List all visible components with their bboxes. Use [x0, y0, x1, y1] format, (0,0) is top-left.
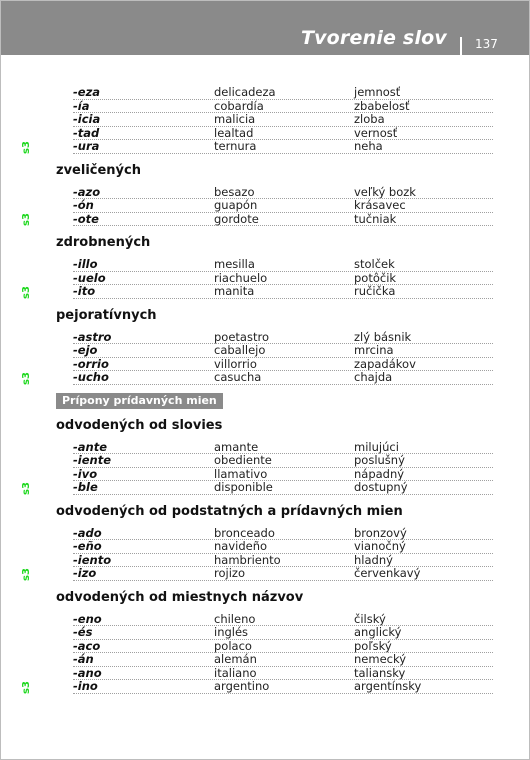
spanish-word-cell: amante [214, 439, 259, 454]
suffix-cell: -eza [73, 85, 101, 99]
spanish-word-cell: inglés [214, 625, 249, 639]
section-heading [1, 504, 529, 518]
suffix-cell: -ón [73, 198, 94, 212]
suffix-cell: -illo [73, 257, 98, 271]
slovak-word-cell: zbabelosť [354, 98, 410, 113]
table-row [1, 371, 529, 385]
table-row [1, 331, 529, 345]
table-row [1, 667, 529, 681]
table-row [1, 653, 529, 667]
slovak-word-cell: zapadákov [354, 356, 416, 371]
side-mark: s3 [21, 567, 32, 581]
spanish-word-cell: malicia [214, 112, 256, 126]
suffix-cell: -tad [73, 125, 100, 140]
spanish-word-cell: argentino [214, 679, 270, 693]
slovak-word-cell: stolček [354, 257, 395, 271]
table-row [1, 258, 529, 272]
table-row [1, 567, 529, 581]
suffix-cell: -ía [73, 98, 90, 113]
slovak-word-cell: veľký bozk [354, 184, 416, 199]
slovak-word-cell: zloba [354, 112, 385, 126]
section-heading [1, 235, 529, 249]
slovak-word-cell: chajda [354, 370, 393, 384]
table-row [1, 527, 529, 541]
side-mark: s3 [21, 140, 32, 154]
table-row [1, 86, 529, 100]
table-row [1, 140, 529, 154]
side-mark: s3 [21, 371, 32, 385]
suffix-cell: -aco [73, 638, 101, 653]
slovak-word-cell: anglický [354, 625, 402, 639]
table-row [1, 441, 529, 455]
slovak-word-cell: milujúci [354, 439, 399, 454]
suffix-cell: -orrio [73, 356, 109, 371]
suffix-cell: -iento [73, 552, 112, 567]
spanish-word-cell: casucha [214, 370, 262, 384]
suffix-cell: -uelo [73, 270, 106, 285]
slovak-word-cell: neha [354, 139, 383, 153]
section-heading-text: zveličených [56, 162, 141, 178]
side-mark: s3 [21, 481, 32, 495]
page-number: 137 [475, 37, 498, 51]
table-row [1, 454, 529, 468]
slovak-word-cell: argentínsky [354, 679, 422, 693]
spanish-word-cell: cobardía [214, 98, 264, 113]
table-row [1, 344, 529, 358]
slovak-word-cell: čilský [354, 611, 386, 626]
spanish-word-cell: ternura [214, 139, 257, 153]
spanish-word-cell: navideño [214, 539, 268, 553]
spanish-word-cell: rojizo [214, 566, 245, 580]
suffix-cell: -ado [73, 525, 102, 540]
spanish-word-cell: polaco [214, 638, 252, 653]
suffix-cell: -azo [73, 184, 101, 199]
table-row [1, 100, 529, 114]
section-heading [1, 418, 529, 432]
side-mark: s3 [21, 213, 32, 226]
table-row [1, 468, 529, 482]
slovak-word-cell: nápadný [354, 466, 405, 481]
suffix-cell: -eño [73, 539, 102, 553]
spanish-word-cell: villorrio [214, 356, 257, 371]
section-heading [1, 590, 529, 604]
section-heading [1, 308, 529, 322]
section-heading-text: odvodených od podstatných a prídavných mien [56, 503, 403, 519]
spanish-word-cell: obediente [214, 453, 272, 467]
suffix-cell: -ote [73, 211, 99, 226]
suffix-cell: -ble [73, 480, 98, 494]
page-header [1, 1, 529, 55]
table-row [1, 199, 529, 213]
suffix-cell: -ano [73, 665, 102, 680]
spanish-word-cell: mesilla [214, 257, 255, 271]
side-mark: s3 [21, 285, 32, 299]
table-row [1, 640, 529, 654]
spanish-word-cell: poetastro [214, 329, 269, 344]
slovak-word-cell: tučniak [354, 211, 397, 226]
spanish-word-cell: bronceado [214, 525, 275, 540]
slovak-word-cell: poslušný [354, 453, 405, 467]
suffix-cell: -icia [73, 112, 101, 126]
slovak-word-cell: jemnosť [354, 85, 401, 99]
table-row [1, 680, 529, 694]
slovak-word-cell: krásavec [354, 198, 406, 212]
suffix-cell: -ivo [73, 466, 98, 481]
suffix-cell: -és [73, 625, 93, 639]
spanish-word-cell: hambriento [214, 552, 281, 567]
spanish-word-cell: disponible [214, 480, 273, 494]
table-row [1, 540, 529, 554]
spanish-word-cell: lealtad [214, 125, 254, 140]
table-row [1, 358, 529, 372]
slovak-word-cell: dostupný [354, 480, 408, 494]
table-row [1, 127, 529, 141]
suffix-cell: -iente [73, 453, 111, 467]
slovak-word-cell: zlý básnik [354, 329, 412, 344]
spanish-word-cell: manita [214, 284, 255, 298]
spanish-word-cell: riachuelo [214, 270, 268, 285]
table-row [1, 186, 529, 200]
side-mark: s3 [21, 680, 32, 694]
slovak-word-cell: poľský [354, 638, 392, 653]
slovak-word-cell: vianočný [354, 539, 406, 553]
suffix-cell: -izo [73, 566, 97, 580]
slovak-word-cell: mrcina [354, 343, 394, 357]
table-row [1, 213, 529, 227]
spanish-word-cell: chileno [214, 611, 256, 626]
section-heading-text: odvodených od miestnych názvov [56, 589, 304, 605]
slovak-word-cell: taliansky [354, 665, 406, 680]
slovak-word-cell: červenkavý [354, 566, 421, 580]
suffix-cell: -ejo [73, 343, 98, 357]
spanish-word-cell: caballejo [214, 343, 266, 357]
suffix-cell: -án [73, 652, 94, 666]
slovak-word-cell: ručička [354, 284, 396, 298]
suffix-cell: -ino [73, 679, 98, 693]
section-band [1, 393, 529, 409]
spanish-word-cell: italiano [214, 665, 257, 680]
table-row [1, 554, 529, 568]
suffix-cell: -ante [73, 439, 108, 454]
spanish-word-cell: alemán [214, 652, 257, 666]
slovak-word-cell: hladný [354, 552, 393, 567]
spanish-word-cell: gordote [214, 211, 259, 226]
suffix-cell: -astro [73, 329, 112, 344]
slovak-word-cell: vernosť [354, 125, 398, 140]
spanish-word-cell: delicadeza [214, 85, 276, 99]
spanish-word-cell: llamativo [214, 466, 268, 481]
table-row [1, 113, 529, 127]
section-heading [1, 163, 529, 177]
vocabulary-content [1, 86, 529, 694]
suffix-cell: -ito [73, 284, 96, 298]
section-heading-text: odvodených od slovies [56, 417, 223, 433]
table-row [1, 626, 529, 640]
table-row [1, 481, 529, 495]
suffix-cell: -eno [73, 611, 102, 626]
spanish-word-cell: besazo [214, 184, 255, 199]
header-separator [460, 37, 462, 55]
slovak-word-cell: bronzový [354, 525, 407, 540]
suffix-cell: -ura [73, 139, 100, 153]
table-row [1, 613, 529, 627]
slovak-word-cell: potôčik [354, 270, 397, 285]
table-row [1, 272, 529, 286]
section-band-label: Prípony prídavných mien [56, 393, 223, 409]
table-row [1, 285, 529, 299]
suffix-cell: -ucho [73, 370, 109, 384]
header-title: Tvorenie slov [300, 27, 447, 49]
section-heading-text: zdrobnených [56, 235, 151, 250]
spanish-word-cell: guapón [214, 198, 258, 212]
section-heading-text: pejoratívnych [56, 307, 157, 323]
slovak-word-cell: nemecký [354, 652, 407, 666]
